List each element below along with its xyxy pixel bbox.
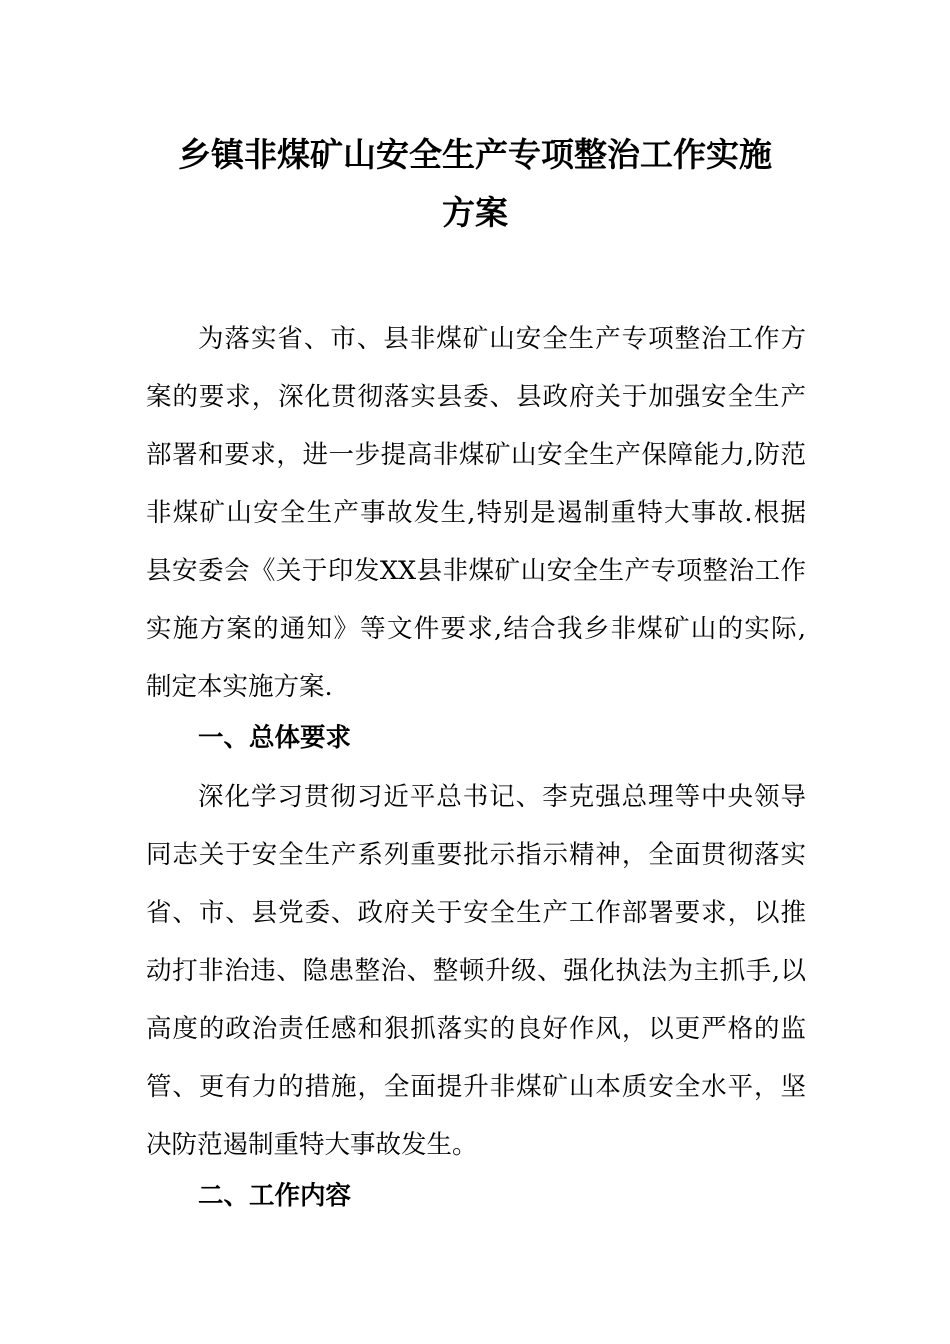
section-heading-work-content: 二、工作内容	[198, 1181, 352, 1211]
document-title-line-1: 乡镇非煤矿山安全生产专项整治工作实施	[178, 135, 772, 174]
paragraph-line: 动打非治违、隐患整治、整顿升级、强化执法为主抓手,以	[146, 956, 806, 986]
paragraph-intro	[146, 310, 806, 716]
paragraph-line: 决防范遏制重特大事故发生。	[146, 1130, 478, 1160]
paragraph-line: 非煤矿山安全生产事故发生,特别是遏制重特大事故.根据	[146, 498, 806, 528]
section-heading-overall-requirements: 一、总体要求	[198, 723, 352, 753]
paragraph-line: 实施方案的通知》等文件要求,结合我乡非煤矿山的实际,	[146, 614, 806, 644]
paragraph-line: 高度的政治责任感和狠抓落实的良好作风，以更严格的监	[146, 1014, 806, 1044]
paragraph-line: 为落实省、市、县非煤矿山安全生产专项整治工作方	[198, 324, 806, 354]
paragraph-line: 案的要求，深化贯彻落实县委、县政府关于加强安全生产	[146, 382, 806, 412]
paragraph-line: 县安委会《关于印发XX县非煤矿山安全生产专项整治工作	[146, 556, 806, 586]
paragraph-overall-requirements	[146, 768, 806, 1174]
paragraph-line: 同志关于安全生产系列重要批示指示精神，全面贯彻落实	[146, 840, 806, 870]
paragraph-line: 部署和要求，进一步提高非煤矿山安全生产保障能力,防范	[146, 440, 806, 470]
paragraph-line: 制定本实施方案.	[146, 672, 333, 702]
document-title-line-2: 方案	[442, 193, 508, 232]
paragraph-line: 省、市、县党委、政府关于安全生产工作部署要求，以推	[146, 898, 806, 928]
paragraph-line: 深化学习贯彻习近平总书记、李克强总理等中央领导	[198, 782, 806, 812]
paragraph-line: 管、更有力的措施，全面提升非煤矿山本质安全水平，坚	[146, 1072, 806, 1102]
